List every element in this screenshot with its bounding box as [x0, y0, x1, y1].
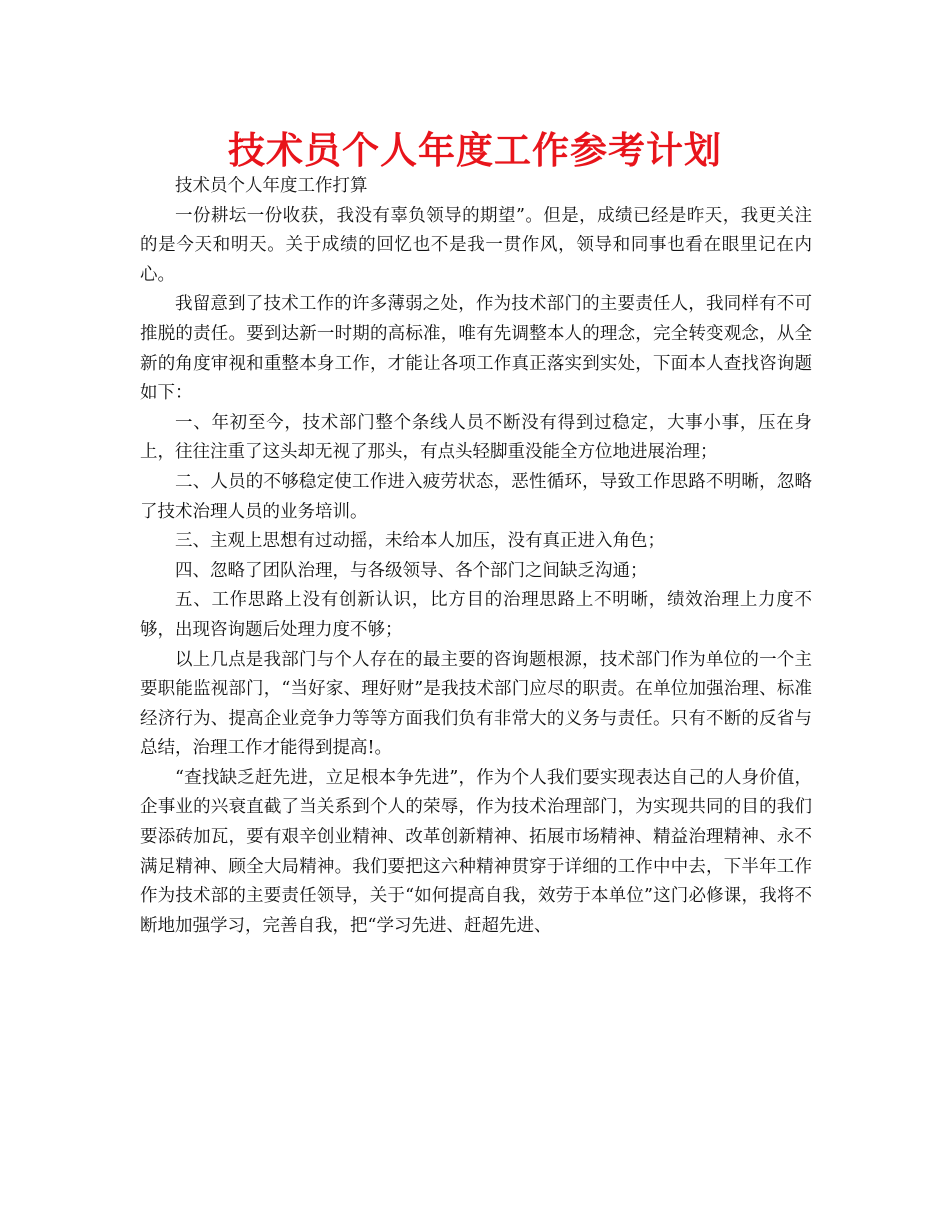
- paragraph: 一份耕坛一份收获，我没有辜负领导的期望”。但是，成绩已经是昨天，我更关注的是今天和明天。关于成绩的回忆也不是我一贯作风，领导和同事也看在眼里记在内心。: [140, 205, 812, 285]
- paragraph: 一、年初至今，技术部门整个条线人员不断没有得到过稳定，大事小事，压在身上，往往注重了这头却无视了那头，有点头轻脚重没能全方位地进展治理；: [140, 412, 812, 463]
- paragraph: 二、人员的不够稳定使工作进入疲劳状态，恶性循环，导致工作思路不明晰，忽略了技术治理人员的业务培训。: [140, 471, 812, 522]
- paragraph-subtitle: 技术员个人年度工作打算: [175, 176, 368, 196]
- paragraph: 以上几点是我部门与个人存在的最主要的咨询题根源，技术部门作为单位的一个主要职能监视部门，“当好家、理好财”是我技术部门应尽的职责。在单位加强治理、标准经济行为、提高企业竞争力等等方面我们负有非常大的义务与责任。只有不断的反省与总结，治理工作才能得到提高!。: [140, 649, 812, 759]
- paragraph: 五、工作思路上没有创新认识，比方目的治理思路上不明晰，绩效治理上力度不够，出现咨询题后处理力度不够；: [140, 590, 812, 640]
- paragraph: “查找缺乏赶先进，立足根本争先进”，作为个人我们要实现表达自己的人身价值，企事业的兴衰直截了当关系到个人的荣辱，作为技术治理部门，为实现共同的目的我们要添砖加瓦，要有艰辛创业精神、改革创新精神、拓展市场精神、精益治理精神、永不满足精神、顾全大局精神。我们要把这六种精神贯穿于详细的工作中中去，下半年工作作为技术部的主要责任领导，关于“如何提高自我，效劳于本单位”这门必修课，我将不断地加强学习，完善自我，把“学习先进、赶超先进、: [140, 767, 812, 936]
- paragraph: 我留意到了技术工作的许多薄弱之处，作为技术部门的主要责任人，我同样有不可推脱的责任。要到达新一时期的高标准，唯有先调整本人的理念，完全转变观念，从全新的角度审视和重整本身工作，才能让各项工作真正落实到实处，下面本人查找咨询题如下：: [140, 294, 812, 404]
- document-body: [140, 172, 812, 941]
- paragraph: 三、主观上思想有过动摇，未给本人加压，没有真正进入角色；: [175, 531, 665, 552]
- paragraph: 四、忽略了团队治理，与各级领导、各个部门之间缺乏沟通；: [175, 560, 648, 581]
- document-title: 技术员个人年度工作参考计划: [228, 129, 722, 172]
